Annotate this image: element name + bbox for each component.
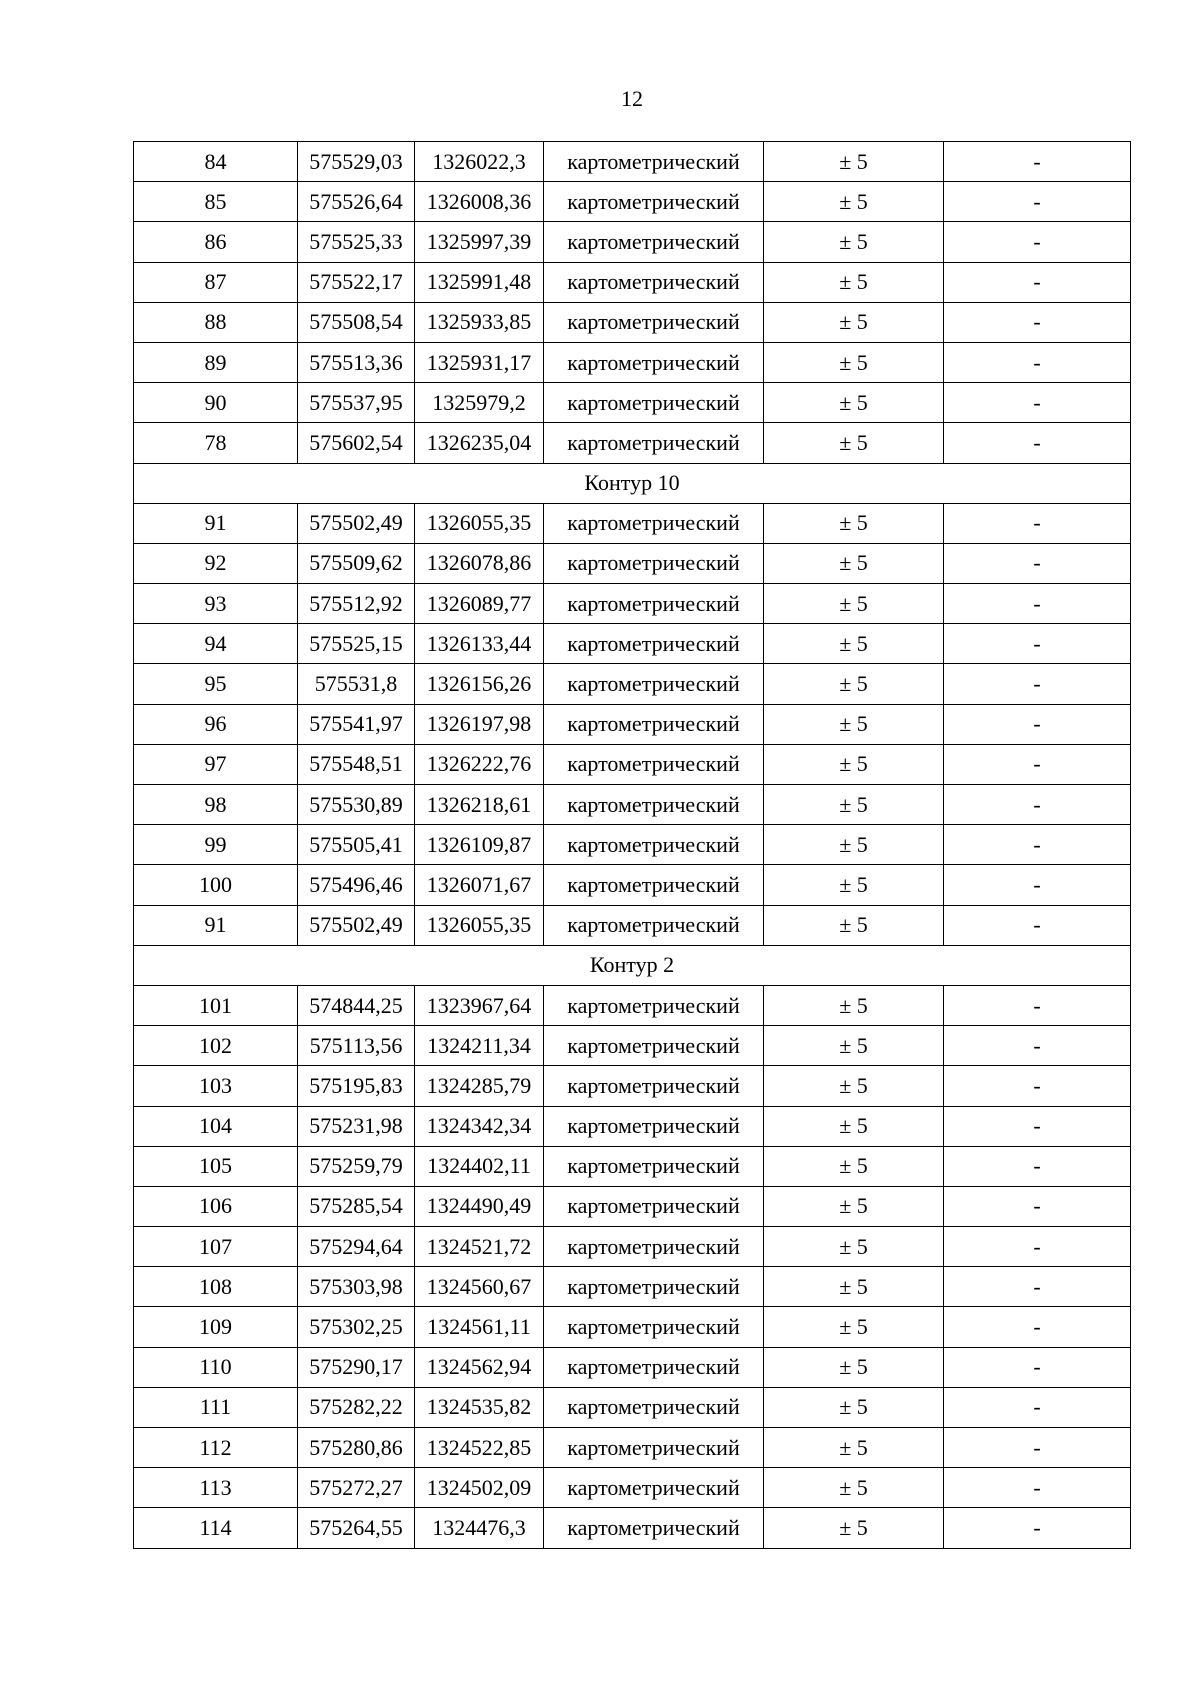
coordinate-y-cell: 1326055,35 <box>415 503 544 543</box>
description-cell: - <box>944 865 1131 905</box>
description-cell: - <box>944 423 1131 463</box>
method-cell: картометрический <box>544 1387 764 1427</box>
method-cell: картометрический <box>544 865 764 905</box>
contour-label: Контур 10 <box>134 463 1131 503</box>
coordinate-x-cell: 575525,15 <box>298 624 415 664</box>
method-cell: картометрический <box>544 302 764 342</box>
coordinate-x-cell: 575259,79 <box>298 1146 415 1186</box>
accuracy-cell: ± 5 <box>764 1387 944 1427</box>
coordinate-x-cell: 575294,64 <box>298 1227 415 1267</box>
description-cell: - <box>944 1186 1131 1226</box>
method-cell: картометрический <box>544 423 764 463</box>
coordinate-x-cell: 575531,8 <box>298 664 415 704</box>
point-number-cell: 104 <box>134 1106 298 1146</box>
point-number-cell: 108 <box>134 1267 298 1307</box>
description-cell: - <box>944 785 1131 825</box>
point-number-cell: 89 <box>134 342 298 382</box>
contour-label: Контур 2 <box>134 945 1131 985</box>
method-cell: картометрический <box>544 1267 764 1307</box>
page-number: 12 <box>621 86 643 111</box>
point-number-cell: 91 <box>134 905 298 945</box>
description-cell: - <box>944 825 1131 865</box>
accuracy-cell: ± 5 <box>764 142 944 182</box>
accuracy-cell: ± 5 <box>764 262 944 302</box>
description-cell: - <box>944 142 1131 182</box>
coordinate-y-cell: 1324476,3 <box>415 1508 544 1548</box>
coordinate-y-cell: 1326078,86 <box>415 543 544 583</box>
accuracy-cell: ± 5 <box>764 1026 944 1066</box>
table-row <box>134 1066 1131 1106</box>
coordinate-x-cell: 575509,62 <box>298 543 415 583</box>
coordinate-y-cell: 1326218,61 <box>415 785 544 825</box>
coordinate-y-cell: 1324502,09 <box>415 1468 544 1508</box>
coordinate-x-cell: 575280,86 <box>298 1428 415 1468</box>
accuracy-cell: ± 5 <box>764 1307 944 1347</box>
method-cell: картометрический <box>544 222 764 262</box>
coordinate-x-cell: 575526,64 <box>298 182 415 222</box>
coordinate-x-cell: 575525,33 <box>298 222 415 262</box>
description-cell: - <box>944 1066 1131 1106</box>
table-row <box>134 383 1131 423</box>
coordinate-y-cell: 1326133,44 <box>415 624 544 664</box>
coordinate-x-cell: 574844,25 <box>298 985 415 1025</box>
table-row <box>134 423 1131 463</box>
point-number-cell: 95 <box>134 664 298 704</box>
description-cell: - <box>944 1267 1131 1307</box>
description-cell: - <box>944 1026 1131 1066</box>
accuracy-cell: ± 5 <box>764 664 944 704</box>
coordinate-y-cell: 1324561,11 <box>415 1307 544 1347</box>
accuracy-cell: ± 5 <box>764 1066 944 1106</box>
point-number-cell: 102 <box>134 1026 298 1066</box>
accuracy-cell: ± 5 <box>764 985 944 1025</box>
coordinate-y-cell: 1326055,35 <box>415 905 544 945</box>
method-cell: картометрический <box>544 1186 764 1226</box>
table-row <box>134 302 1131 342</box>
accuracy-cell: ± 5 <box>764 543 944 583</box>
table-row <box>134 785 1131 825</box>
coordinate-y-cell: 1325997,39 <box>415 222 544 262</box>
coordinate-x-cell: 575285,54 <box>298 1186 415 1226</box>
method-cell: картометрический <box>544 985 764 1025</box>
table-row <box>134 1146 1131 1186</box>
coordinate-y-cell: 1324490,49 <box>415 1186 544 1226</box>
description-cell: - <box>944 1387 1131 1427</box>
description-cell: - <box>944 985 1131 1025</box>
method-cell: картометрический <box>544 624 764 664</box>
coordinate-x-cell: 575264,55 <box>298 1508 415 1548</box>
coordinate-x-cell: 575541,97 <box>298 704 415 744</box>
point-number-cell: 78 <box>134 423 298 463</box>
point-number-cell: 101 <box>134 985 298 1025</box>
point-number-cell: 106 <box>134 1186 298 1226</box>
description-cell: - <box>944 624 1131 664</box>
accuracy-cell: ± 5 <box>764 1146 944 1186</box>
description-cell: - <box>944 905 1131 945</box>
coordinate-x-cell: 575513,36 <box>298 342 415 382</box>
coordinate-y-cell: 1324402,11 <box>415 1146 544 1186</box>
description-cell: - <box>944 503 1131 543</box>
method-cell: картометрический <box>544 1066 764 1106</box>
accuracy-cell: ± 5 <box>764 785 944 825</box>
coordinate-x-cell: 575502,49 <box>298 503 415 543</box>
point-number-cell: 110 <box>134 1347 298 1387</box>
coordinate-x-cell: 575529,03 <box>298 142 415 182</box>
table-row <box>134 222 1131 262</box>
point-number-cell: 111 <box>134 1387 298 1427</box>
accuracy-cell: ± 5 <box>764 1186 944 1226</box>
method-cell: картометрический <box>544 182 764 222</box>
coordinate-y-cell: 1326022,3 <box>415 142 544 182</box>
description-cell: - <box>944 1106 1131 1146</box>
coordinate-y-cell: 1325933,85 <box>415 302 544 342</box>
coordinate-y-cell: 1326156,26 <box>415 664 544 704</box>
table-row <box>134 1307 1131 1347</box>
point-number-cell: 114 <box>134 1508 298 1548</box>
description-cell: - <box>944 1347 1131 1387</box>
coordinate-x-cell: 575272,27 <box>298 1468 415 1508</box>
accuracy-cell: ± 5 <box>764 1106 944 1146</box>
method-cell: картометрический <box>544 383 764 423</box>
table-row <box>134 543 1131 583</box>
accuracy-cell: ± 5 <box>764 342 944 382</box>
accuracy-cell: ± 5 <box>764 423 944 463</box>
method-cell: картометрический <box>544 825 764 865</box>
coordinate-y-cell: 1326197,98 <box>415 704 544 744</box>
table-row <box>134 262 1131 302</box>
accuracy-cell: ± 5 <box>764 222 944 262</box>
point-number-cell: 90 <box>134 383 298 423</box>
coordinate-y-cell: 1323967,64 <box>415 985 544 1025</box>
description-cell: - <box>944 543 1131 583</box>
method-cell: картометрический <box>544 664 764 704</box>
point-number-cell: 84 <box>134 142 298 182</box>
point-number-cell: 103 <box>134 1066 298 1106</box>
coordinate-y-cell: 1324521,72 <box>415 1227 544 1267</box>
method-cell: картометрический <box>544 503 764 543</box>
description-cell: - <box>944 383 1131 423</box>
coordinate-y-cell: 1326222,76 <box>415 744 544 784</box>
point-number-cell: 85 <box>134 182 298 222</box>
point-number-cell: 100 <box>134 865 298 905</box>
method-cell: картометрический <box>544 342 764 382</box>
coordinate-y-cell: 1324522,85 <box>415 1428 544 1468</box>
coordinate-x-cell: 575302,25 <box>298 1307 415 1347</box>
method-cell: картометрический <box>544 905 764 945</box>
accuracy-cell: ± 5 <box>764 182 944 222</box>
point-number-cell: 91 <box>134 503 298 543</box>
coordinate-y-cell: 1324562,94 <box>415 1347 544 1387</box>
coordinate-x-cell: 575505,41 <box>298 825 415 865</box>
coordinate-y-cell: 1324342,34 <box>415 1106 544 1146</box>
table-row <box>134 1508 1131 1548</box>
point-number-cell: 93 <box>134 584 298 624</box>
coordinate-x-cell: 575195,83 <box>298 1066 415 1106</box>
accuracy-cell: ± 5 <box>764 1227 944 1267</box>
point-number-cell: 88 <box>134 302 298 342</box>
description-cell: - <box>944 1146 1131 1186</box>
accuracy-cell: ± 5 <box>764 1267 944 1307</box>
point-number-cell: 105 <box>134 1146 298 1186</box>
accuracy-cell: ± 5 <box>764 1468 944 1508</box>
accuracy-cell: ± 5 <box>764 1347 944 1387</box>
point-number-cell: 96 <box>134 704 298 744</box>
method-cell: картометрический <box>544 1428 764 1468</box>
method-cell: картометрический <box>544 744 764 784</box>
method-cell: картометрический <box>544 704 764 744</box>
description-cell: - <box>944 584 1131 624</box>
method-cell: картометрический <box>544 1347 764 1387</box>
coordinate-x-cell: 575502,49 <box>298 905 415 945</box>
table-row <box>134 1227 1131 1267</box>
coordinate-x-cell: 575530,89 <box>298 785 415 825</box>
accuracy-cell: ± 5 <box>764 865 944 905</box>
coordinate-x-cell: 575496,46 <box>298 865 415 905</box>
coordinate-x-cell: 575113,56 <box>298 1026 415 1066</box>
description-cell: - <box>944 1468 1131 1508</box>
point-number-cell: 109 <box>134 1307 298 1347</box>
table-row <box>134 1267 1131 1307</box>
table-row <box>134 1468 1131 1508</box>
coordinate-y-cell: 1325931,17 <box>415 342 544 382</box>
method-cell: картометрический <box>544 1307 764 1347</box>
method-cell: картометрический <box>544 142 764 182</box>
coordinate-y-cell: 1324285,79 <box>415 1066 544 1106</box>
coordinate-y-cell: 1325991,48 <box>415 262 544 302</box>
accuracy-cell: ± 5 <box>764 624 944 664</box>
description-cell: - <box>944 262 1131 302</box>
table-row <box>134 142 1131 182</box>
description-cell: - <box>944 182 1131 222</box>
accuracy-cell: ± 5 <box>764 825 944 865</box>
table-row <box>134 664 1131 704</box>
method-cell: картометрический <box>544 1106 764 1146</box>
table-row <box>134 1026 1131 1066</box>
method-cell: картометрический <box>544 584 764 624</box>
table-row <box>134 1428 1131 1468</box>
table-row <box>134 905 1131 945</box>
description-cell: - <box>944 222 1131 262</box>
description-cell: - <box>944 1227 1131 1267</box>
coordinate-x-cell: 575231,98 <box>298 1106 415 1146</box>
coordinate-y-cell: 1325979,2 <box>415 383 544 423</box>
method-cell: картометрический <box>544 543 764 583</box>
coordinate-y-cell: 1324560,67 <box>415 1267 544 1307</box>
point-number-cell: 94 <box>134 624 298 664</box>
coordinates-table-body <box>134 142 1131 1549</box>
point-number-cell: 113 <box>134 1468 298 1508</box>
point-number-cell: 99 <box>134 825 298 865</box>
accuracy-cell: ± 5 <box>764 1508 944 1548</box>
table-row <box>134 584 1131 624</box>
coordinate-x-cell: 575548,51 <box>298 744 415 784</box>
point-number-cell: 97 <box>134 744 298 784</box>
table-row <box>134 503 1131 543</box>
accuracy-cell: ± 5 <box>764 383 944 423</box>
coordinate-x-cell: 575303,98 <box>298 1267 415 1307</box>
coordinate-x-cell: 575508,54 <box>298 302 415 342</box>
point-number-cell: 92 <box>134 543 298 583</box>
table-row <box>134 825 1131 865</box>
description-cell: - <box>944 664 1131 704</box>
method-cell: картометрический <box>544 1146 764 1186</box>
coordinate-x-cell: 575602,54 <box>298 423 415 463</box>
table-row <box>134 1347 1131 1387</box>
table-row <box>134 985 1131 1025</box>
method-cell: картометрический <box>544 1227 764 1267</box>
contour-header-row <box>134 463 1131 503</box>
table-row <box>134 624 1131 664</box>
table-row <box>134 1387 1131 1427</box>
description-cell: - <box>944 1428 1131 1468</box>
coordinate-x-cell: 575282,22 <box>298 1387 415 1427</box>
accuracy-cell: ± 5 <box>764 905 944 945</box>
coordinate-y-cell: 1326071,67 <box>415 865 544 905</box>
accuracy-cell: ± 5 <box>764 704 944 744</box>
description-cell: - <box>944 302 1131 342</box>
point-number-cell: 86 <box>134 222 298 262</box>
accuracy-cell: ± 5 <box>764 302 944 342</box>
coordinate-y-cell: 1326008,36 <box>415 182 544 222</box>
accuracy-cell: ± 5 <box>764 1428 944 1468</box>
table-row <box>134 865 1131 905</box>
method-cell: картометрический <box>544 262 764 302</box>
contour-header-row <box>134 945 1131 985</box>
table-row <box>134 704 1131 744</box>
coordinate-x-cell: 575522,17 <box>298 262 415 302</box>
method-cell: картометрический <box>544 1026 764 1066</box>
coordinate-y-cell: 1324211,34 <box>415 1026 544 1066</box>
method-cell: картометрический <box>544 1508 764 1548</box>
description-cell: - <box>944 1508 1131 1548</box>
coordinate-y-cell: 1326089,77 <box>415 584 544 624</box>
accuracy-cell: ± 5 <box>764 503 944 543</box>
table-row <box>134 1186 1131 1226</box>
coordinate-y-cell: 1326109,87 <box>415 825 544 865</box>
coordinate-x-cell: 575512,92 <box>298 584 415 624</box>
accuracy-cell: ± 5 <box>764 744 944 784</box>
coordinate-x-cell: 575537,95 <box>298 383 415 423</box>
table-row <box>134 342 1131 382</box>
method-cell: картометрический <box>544 1468 764 1508</box>
point-number-cell: 107 <box>134 1227 298 1267</box>
coordinates-table <box>133 141 1131 1549</box>
coordinate-x-cell: 575290,17 <box>298 1347 415 1387</box>
accuracy-cell: ± 5 <box>764 584 944 624</box>
method-cell: картометрический <box>544 785 764 825</box>
point-number-cell: 98 <box>134 785 298 825</box>
coordinate-y-cell: 1326235,04 <box>415 423 544 463</box>
point-number-cell: 87 <box>134 262 298 302</box>
table-row <box>134 182 1131 222</box>
table-row <box>134 1106 1131 1146</box>
coordinate-y-cell: 1324535,82 <box>415 1387 544 1427</box>
description-cell: - <box>944 342 1131 382</box>
description-cell: - <box>944 1307 1131 1347</box>
table-row <box>134 744 1131 784</box>
description-cell: - <box>944 744 1131 784</box>
point-number-cell: 112 <box>134 1428 298 1468</box>
description-cell: - <box>944 704 1131 744</box>
